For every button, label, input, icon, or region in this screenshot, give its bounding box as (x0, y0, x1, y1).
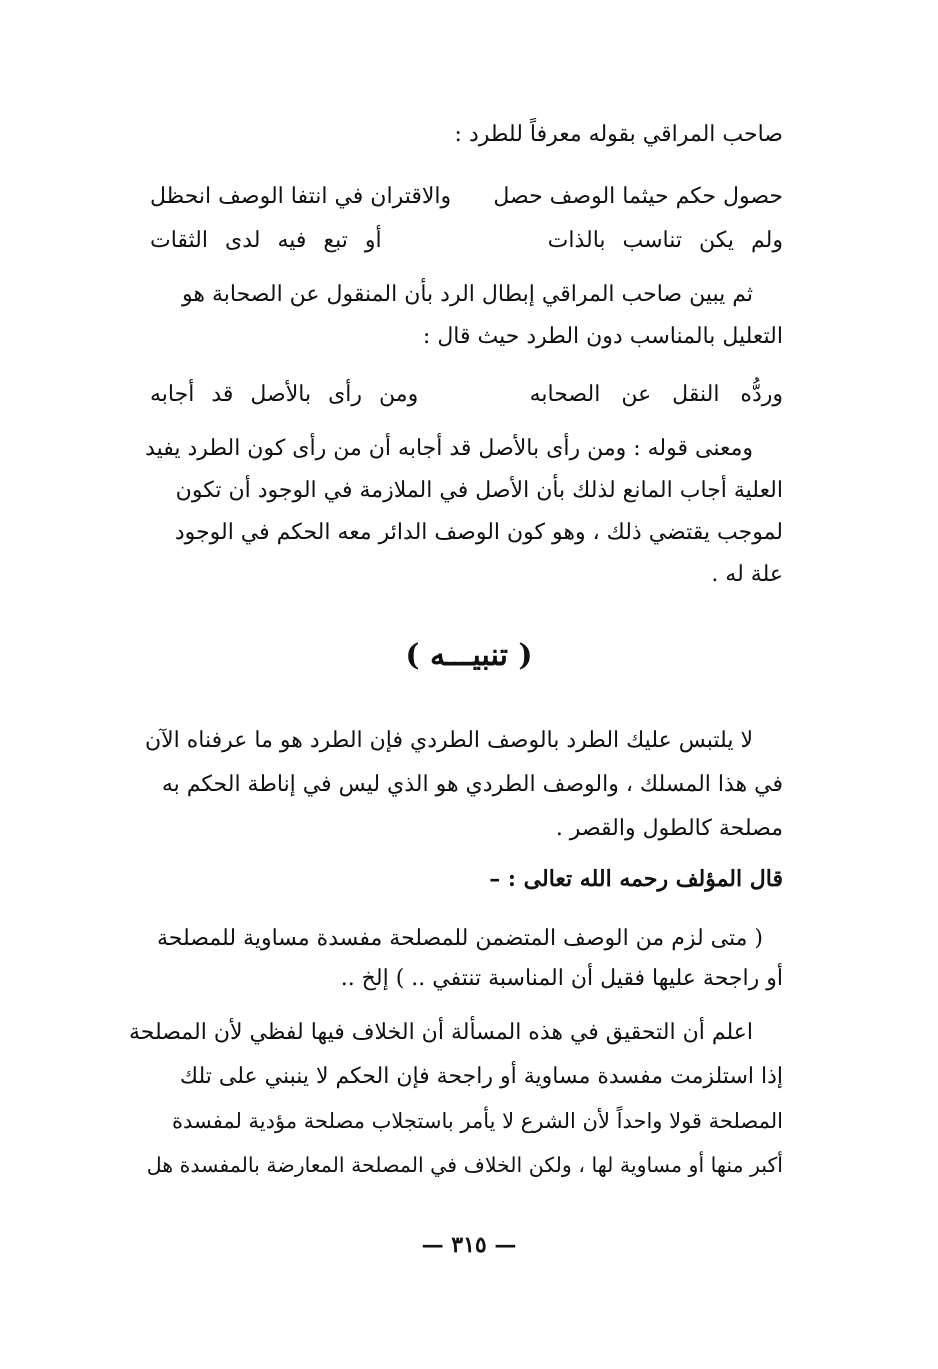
verse1-line1-first-hemistich: حصول حكم حيثما الوصف حصل (493, 184, 783, 209)
para2-line4: علة له . (711, 562, 783, 587)
para2-line2: العلية أجاب المانع لذلك بأن الأصل في الملازمة في الوجود أن تكون (175, 478, 783, 503)
para1-line2: التعليل بالمناسب دون الطرد حيث قال : (422, 324, 783, 349)
para2-line1: ومعنى قوله : ومن رأى بالأصل قد أجابه أن من رأى كون الطرد يفيد (145, 436, 753, 461)
verse1-line2-first-hemistich: ولم يكن تناسب بالذات (547, 228, 783, 253)
para3-line2: في هذا المسلك ، والوصف الطردي هو الذي ليس في إناطة الحكم به (161, 772, 783, 797)
para4-line1: اعلم أن التحقيق في هذه المسألة أن الخلاف فيها لفظي لأن المصلحة (128, 1020, 753, 1045)
para4-line2: إذا استلزمت مفسدة مساوية أو راجحة فإن الحكم لا ينبني على تلك (179, 1064, 783, 1089)
author-statement: قال المؤلف رحمه الله تعالى : – (489, 866, 783, 892)
section-heading: ( تنبيـــه ) (405, 638, 533, 673)
para4-line3: المصلحة قولا واحداً لأن الشرع لا يأمر باستجلاب مصلحة مؤدية لمفسدة (171, 1109, 783, 1133)
para4-line4: أكبر منها أو مساوية لها ، ولكن الخلاف في المصلحة المعارضة بالمفسدة هل (146, 1153, 783, 1177)
page-number: — ٣١٥ — (421, 1232, 517, 1258)
verse1-line2-second-hemistich: أو تبع فيه لدى الثقات (150, 228, 382, 253)
para2-line3: لموجب يقتضي ذلك ، وهو كون الوصف الدائر معه الحكم في الوجود (174, 520, 783, 545)
verse1-line1-second-hemistich: والاقتران في انتفا الوصف انحظل (150, 184, 452, 209)
quote-line2: أو راجحة عليها فقيل أن المناسبة تنتفي .. ) إلخ .. (340, 966, 783, 991)
para3-line1: لا يلتبس عليك الطرد بالوصف الطردي فإن الطرد هو ما عرفناه الآن (144, 728, 753, 753)
verse2-second-hemistich: ومن رأى بالأصل قد أجابه (150, 382, 419, 407)
quote-line1: ( متى لزم من الوصف المتضمن للمصلحة مفسدة مساوية للمصلحة (156, 926, 763, 951)
verse2-first-hemistich: وردُّه النقل عن الصحابه (529, 382, 783, 407)
para1-line1: ثم يبين صاحب المراقي إبطال الرد بأن المنقول عن الصحابة هو (182, 282, 753, 307)
para3-line3: مصلحة كالطول والقصر . (555, 816, 783, 841)
intro-line: صاحب المراقي بقوله معرفاً للطرد : (454, 122, 783, 147)
